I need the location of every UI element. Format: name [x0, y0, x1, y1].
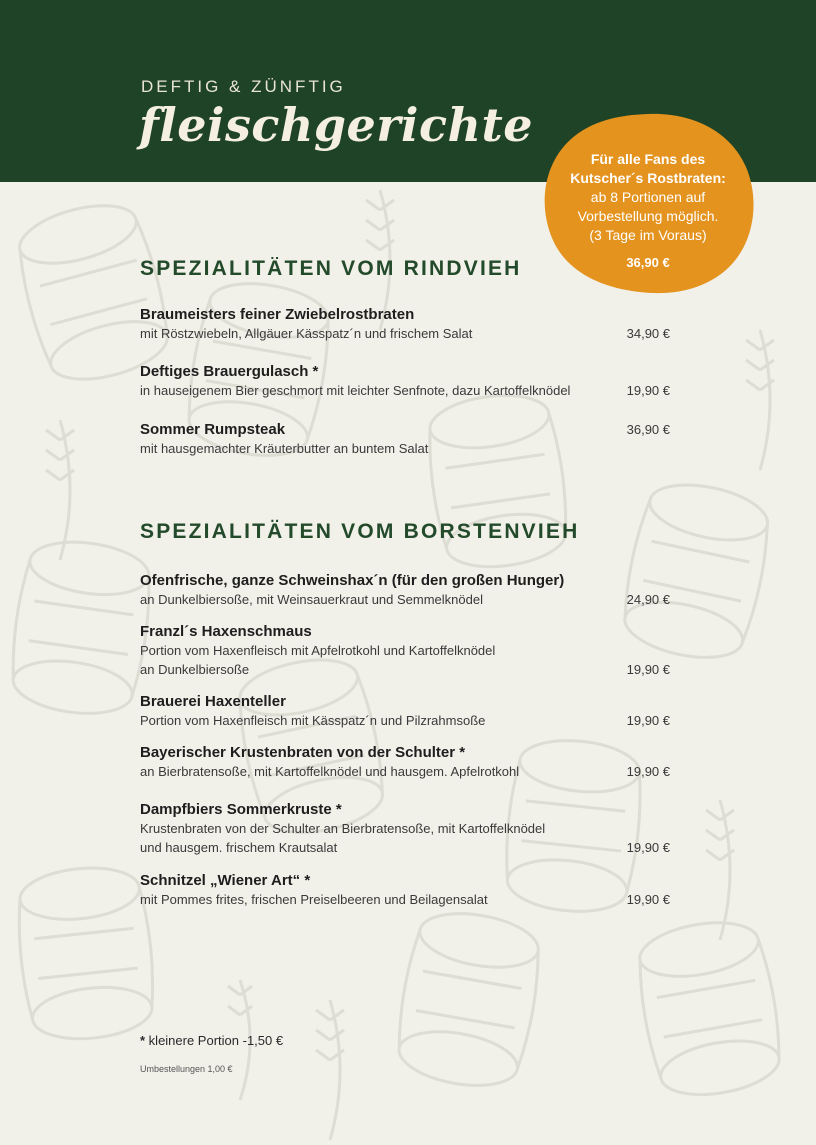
item-desc: Krustenbraten von der Schulter an Bierbratensoße, mit Kartoffelknödel	[140, 821, 546, 836]
item-desc: an Dunkelbiersoße, mit Weinsauerkraut und Semmelknödel	[140, 592, 483, 607]
item-name: Braumeisters feiner Zwiebelrostbraten	[140, 306, 415, 323]
item-price: 19,90 €	[626, 892, 670, 907]
footnote-portion	[140, 1033, 283, 1048]
item-name: Brauerei Haxenteller	[140, 693, 286, 710]
item-desc: mit hausgemachter Kräuterbutter an buntem Salat	[140, 441, 429, 456]
item-name: Deftiges Brauergulasch *	[140, 363, 319, 380]
menu-item	[140, 571, 670, 609]
footnote-star: *	[140, 1033, 146, 1048]
badge-line3: ab 8 Portionen auf	[590, 189, 706, 205]
menu-item	[140, 800, 670, 857]
item-name: Franzl´s Haxenschmaus	[140, 623, 312, 640]
item-price: 19,90 €	[626, 383, 670, 398]
page-title: fleischgerichte	[139, 98, 533, 152]
item-name: Sommer Rumpsteak	[140, 421, 286, 438]
badge-line4: Vorbestellung möglich.	[577, 208, 719, 224]
item-desc: Portion vom Haxenfleisch mit Apfelrotkohl und Kartoffelknödel	[140, 643, 496, 658]
footnote-text: kleinere Portion -1,50 €	[145, 1033, 284, 1048]
menu-item	[140, 743, 670, 781]
badge-price: 36,90 €	[626, 255, 670, 270]
item-price: 36,90 €	[626, 422, 670, 437]
menu-item	[140, 305, 670, 343]
item-desc: an Bierbratensoße, mit Kartoffelknödel und hausgem. Apfelrotkohl	[140, 764, 520, 779]
item-desc: in hauseigenem Bier geschmort mit leichter Senfnote, dazu Kartoffelknödel	[140, 383, 571, 398]
menu-item	[140, 871, 670, 909]
item-desc: mit Pommes frites, frischen Preiselbeeren und Beilagensalat	[140, 892, 488, 907]
menu-item	[140, 622, 670, 679]
item-name: Bayerischer Krustenbraten von der Schulter *	[140, 744, 466, 761]
badge-line2: Kutscher´s Rostbraten:	[570, 170, 726, 186]
item-price: 19,90 €	[626, 840, 670, 855]
badge-line5: (3 Tage im Voraus)	[589, 227, 707, 243]
item-name: Schnitzel „Wiener Art“ *	[140, 872, 311, 889]
badge-line1: Für alle Fans des	[590, 151, 706, 167]
item-price: 24,90 €	[626, 592, 670, 607]
item-price: 19,90 €	[626, 764, 670, 779]
footnote-umbestellungen: Umbestellungen 1,00 €	[140, 1064, 233, 1074]
section-title-borstenvieh: SPEZIALITÄTEN VOM BORSTENVIEH	[140, 520, 580, 543]
rostbraten-badge	[540, 112, 756, 294]
item-desc: und hausgem. frischem Krautsalat	[140, 840, 338, 855]
section-title-rindvieh: SPEZIALITÄTEN VOM RINDVIEH	[140, 257, 522, 280]
item-desc: Portion vom Haxenfleisch mit Kässpatz´n und Pilzrahmsoße	[140, 713, 486, 728]
item-desc: an Dunkelbiersoße	[140, 662, 250, 677]
item-name: Ofenfrische, ganze Schweinshax´n (für den großen Hunger)	[140, 572, 565, 589]
menu-item	[140, 362, 670, 400]
header-kicker: DEFTIG & ZÜNFTIG	[141, 77, 346, 96]
item-price: 19,90 €	[626, 662, 670, 677]
menu-item	[140, 420, 670, 458]
item-name: Dampfbiers Sommerkruste *	[140, 801, 342, 818]
item-price: 34,90 €	[626, 326, 670, 341]
menu-item	[140, 692, 670, 730]
item-desc: mit Röstzwiebeln, Allgäuer Kässpatz´n und frischem Salat	[140, 326, 473, 341]
item-price: 19,90 €	[626, 713, 670, 728]
